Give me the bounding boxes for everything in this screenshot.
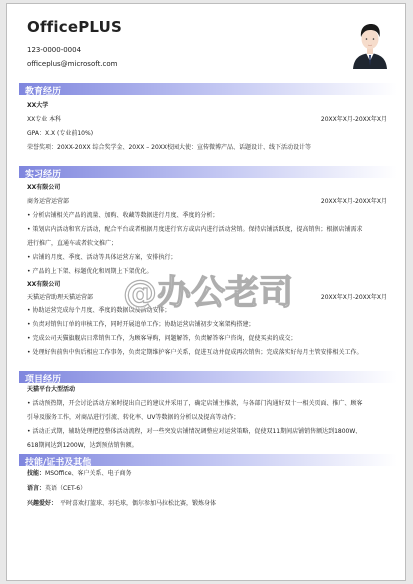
list-item: • 处理好售前售中售后相应工作事务，负责定期维护客户关系，促进互动并促成再次销售；完成落实好每月主管安排相关工作。 (27, 349, 363, 356)
phone-number: 123-0000-0004 (27, 46, 82, 54)
skills-value: MSOffice、客户关系、电子商务 (45, 470, 132, 477)
resume-page (6, 3, 406, 581)
hobby-row (27, 500, 216, 508)
list-item: • 策划店内活动和官方活动，配合平台或者根据月度进行官方或店内进行活动营销。保持店铺活跃度，提高销售；根据店铺需求 (27, 226, 363, 233)
internship-section-header (19, 166, 397, 178)
language-label: 语言： (27, 485, 46, 492)
list-item: • 完成公司天猫旗舰店日常销售工作，为顾客导购，问题解答，负责解答客户咨询，促使买卖的成交； (27, 335, 297, 342)
list-item: • 分析店铺相关产品的流量、加购、收藏等数据进行月度、季度的分析； (27, 212, 219, 219)
list-item: • 产品的上下架、标题优化和周期上下架优化。 (27, 268, 153, 275)
company-2: XX有限公司 (27, 281, 61, 288)
email-address: officeplus@microsoft.com (27, 60, 118, 68)
education-section-header (19, 83, 397, 95)
project-section-header (19, 371, 397, 383)
dates-1: 20XX年X月-20XX年X月 (320, 198, 387, 205)
skills-label: 技能： (27, 470, 46, 477)
avatar (349, 19, 391, 69)
company-1: XX有限公司 (27, 184, 61, 191)
list-item: • 协助运营完成每个月度、季度的数据以及活动安排； (27, 307, 171, 314)
hobby-label: 兴趣爱好： (27, 500, 58, 507)
list-item: 618期间达到1200W，达到预估销售额。 (27, 442, 138, 449)
internship-title: 实习经历 (25, 170, 62, 180)
list-item: • 活动正式期，辅助处理把控整体活动流程，对一些突发店铺情况调整应对运营策略，促使双11期间店铺销售额达到1800W、 (27, 428, 362, 435)
resume-name: OfficePLUS (27, 18, 123, 36)
major: XX专业 本科 (27, 116, 62, 123)
role-1: 商务运营运营部 (27, 198, 70, 205)
skills-row (27, 470, 132, 478)
role-2: 天猫运营助理天猫运营部 (27, 294, 94, 301)
language-row (27, 485, 86, 493)
language-value: 英语（CET-6） (45, 485, 87, 492)
project-name: 天猫平台大型活动 (27, 386, 76, 393)
watermark-logo (119, 266, 294, 316)
education-title: 教育经历 (25, 87, 62, 97)
list-item: • 负责对销售订单的审核工作，同时开展追单工作；协助运营店铺初步文案架构搭建； (27, 321, 255, 328)
dates-2: 20XX年X月-20XX年X月 (320, 294, 387, 301)
list-item: • 店铺的月度、季度、活动等具体运营方案，安排执行； (27, 254, 177, 261)
hobby-value: 平时喜欢打篮球、羽毛球，偶尔参加马拉松比赛，锻炼身体 (60, 500, 217, 507)
project-title: 项目经历 (25, 375, 62, 385)
list-item: 引导及服务工作，对商品进行引流、转化率、UV等数据的分析以及提高等动作； (27, 414, 240, 421)
school-name: XX大学 (27, 102, 49, 109)
svg-text:@办公老司: @办公老司 (123, 273, 293, 313)
skills-section-header (19, 454, 397, 466)
list-item: 进行推广，直通车或者软文推广； (27, 240, 118, 247)
skills-title: 技能/证书及其他 (25, 458, 92, 468)
education-dates: 20XX年X月-20XX年X月 (320, 116, 387, 123)
honors: 荣誉奖项：20XX-20XX 综合奖学金、20XX – 20XX校园大使：宣传微博产品、话题设计、线下活动设计等 (27, 144, 312, 151)
gpa: GPA：X.X (专业前10%) (27, 130, 94, 137)
list-item: • 活动预热期，开会讨论活动方案时提出自己的建议并采用了，确定店铺主推款，与各部门沟通好双十一相关页面、推广、顾客 (27, 400, 363, 407)
